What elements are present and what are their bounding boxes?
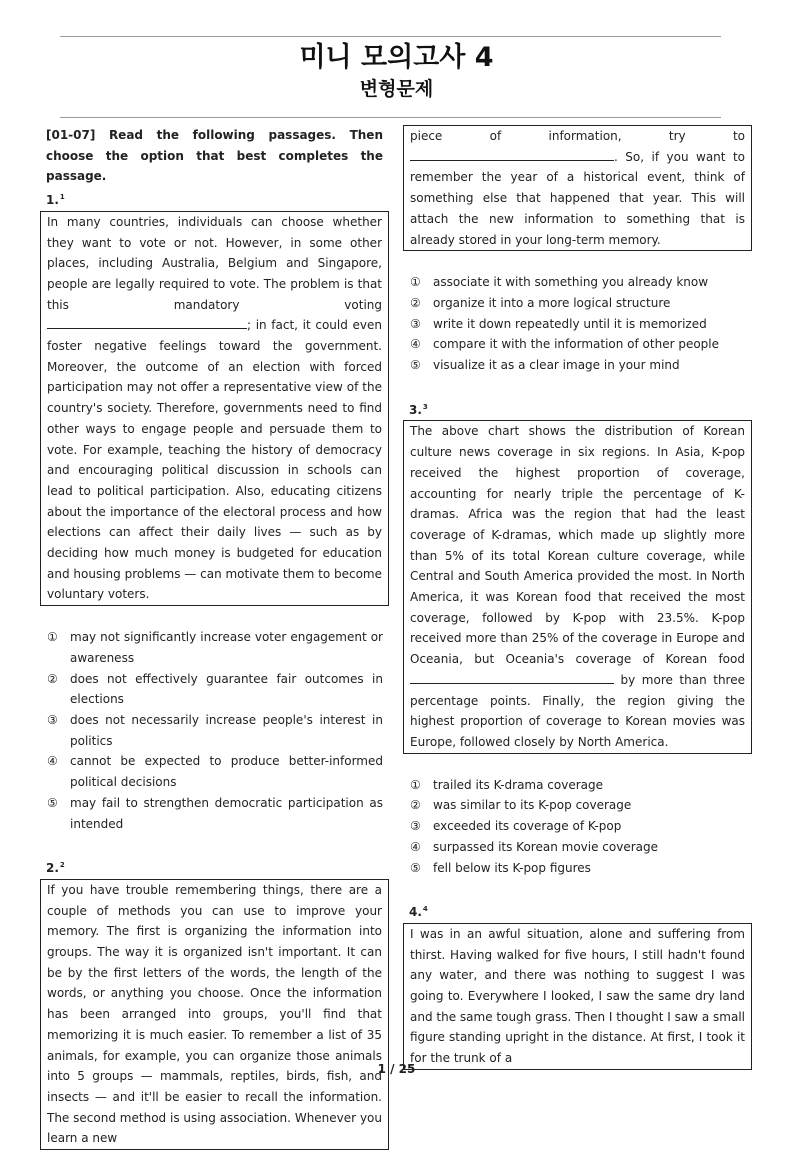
question-1-number: 1.$^1$ (46, 193, 65, 208)
option-4[interactable]: ④ cannot be expected to produce better-informed political decisions (47, 754, 383, 790)
right-column (403, 125, 752, 1070)
question-2-number: 2.$^2$ (46, 861, 65, 876)
option-1[interactable]: ① may not significantly increase voter engagement or awareness (47, 630, 383, 665)
option-1[interactable]: ① associate it with something you already know (410, 275, 709, 290)
option-5[interactable]: ⑤ visualize it as a clear image in your mind (410, 358, 680, 373)
option-5[interactable]: ⑤ may fail to strengthen democratic participation as intended (47, 795, 383, 831)
page-number: 1 / 25 (377, 1062, 416, 1076)
option-1[interactable]: ① trailed its K-drama coverage (410, 777, 603, 792)
answer-blank (410, 148, 614, 161)
answer-blank (47, 316, 247, 329)
header-rule (60, 117, 721, 118)
question-4-passage: I was in an awful situation, alone and suffering from thirst. Having walked for five hours, I still hadn't found any water, and there was nothing to suggest I was going to. Everywhere I looked, I saw the same dry land and the same tough grass. Then I thought I saw a small figure standing upright in the distance. At first, I took it for the trunk of a (403, 923, 752, 1070)
left-column (40, 125, 389, 1150)
option-2[interactable]: ② was similar to its K-pop coverage (410, 798, 632, 813)
answer-blank (410, 671, 614, 684)
question-1-passage: In many countries, individuals can choose whether they want to vote or not. However, in some other places, including Australia, Belgium and Singapore, people are legally required to vote. The problem is that this mandatory voting ; in fact, it could even foster negative feelings toward the government. Moreover, the outcome of an election with forced participation may not offer a representative view of the country's society. Therefore, governments need to find other ways to engage people and persuade them to vote. For example, teaching the history of democracy and encouraging political discussion in schools can lead to political participation. Also, educating citizens about the importance of the electoral process and how elections can affect their daily lives — such as by deciding how much money is budgeted for education and housing problems — can motivate them to become voluntary voters. (40, 211, 389, 606)
question-2-passage: If you have trouble remembering things, there are a couple of methods you can use to improve your memory. The first is organizing the information into groups. The way it is organized isn't important. It can be by the first letters of the words, the length of the words, or anything you choose. Once the information has been arranged into groups, you'll find that memorizing it is much easier. To remember a list of 35 animals, for example, you can organize those animals into 5 groups — mammals, reptiles, birds, fish, and insects — and it'll be easier to recall the information. The second method is using association. Whenever you learn a new (40, 879, 389, 1150)
question-1-options (40, 627, 389, 834)
question-3-passage: The above chart shows the distribution of Korean culture news coverage in six regions. In Asia, K-pop received the highest proportion of coverage, accounting for nearly triple the percentage of K-dramas. Africa was the region that had the least coverage of K-dramas, which made up slightly more than 5% of its total Korean culture coverage, while Central and South America provided the most. In North America, it was Korean food that received the most coverage, followed by K-pop with 23.5%. K-pop received more than 25% of the coverage in Europe and Oceania, but Oceania's coverage of Korean food by more than three percentage points. Finally, the region giving the highest proportion of coverage to Korean movies was Europe, followed closely by North America. (403, 420, 752, 753)
option-5[interactable]: ⑤ fell below its K-pop figures (410, 860, 591, 875)
option-3[interactable]: ③ write it down repeatedly until it is memorized (410, 316, 707, 331)
option-4[interactable]: ④ surpassed its Korean movie coverage (410, 839, 658, 854)
option-3[interactable]: ③ does not necessarily increase people's interest in politics (47, 712, 383, 748)
top-rule (60, 36, 721, 37)
page-title: 미니 모의고사 4 (299, 42, 494, 73)
page-subtitle: 변형문제 (359, 78, 434, 100)
passage-continued-first-line: piece of information, try to (410, 129, 745, 143)
question-4-number: 4.$^4$ (409, 905, 428, 920)
instructions: [01-07] Read the following passages. Then choose the option that best completes the passage. (46, 128, 383, 184)
option-2[interactable]: ② does not effectively guarantee fair outcomes in elections (47, 671, 383, 707)
option-2[interactable]: ② organize it into a more logical structure (410, 295, 671, 310)
option-3[interactable]: ③ exceeded its coverage of K-pop (410, 819, 622, 834)
question-2-options (403, 272, 752, 376)
option-4[interactable]: ④ compare it with the information of other people (410, 337, 720, 352)
question-3-options (403, 775, 752, 879)
question-3-number: 3.$^3$ (409, 402, 428, 417)
question-2-passage-continued: piece of information, try to . So, if you want to remember the year of a historical event, think of something else that happened that year. This will attach the new information to something that is already stored in your long-term memory. (403, 125, 752, 251)
